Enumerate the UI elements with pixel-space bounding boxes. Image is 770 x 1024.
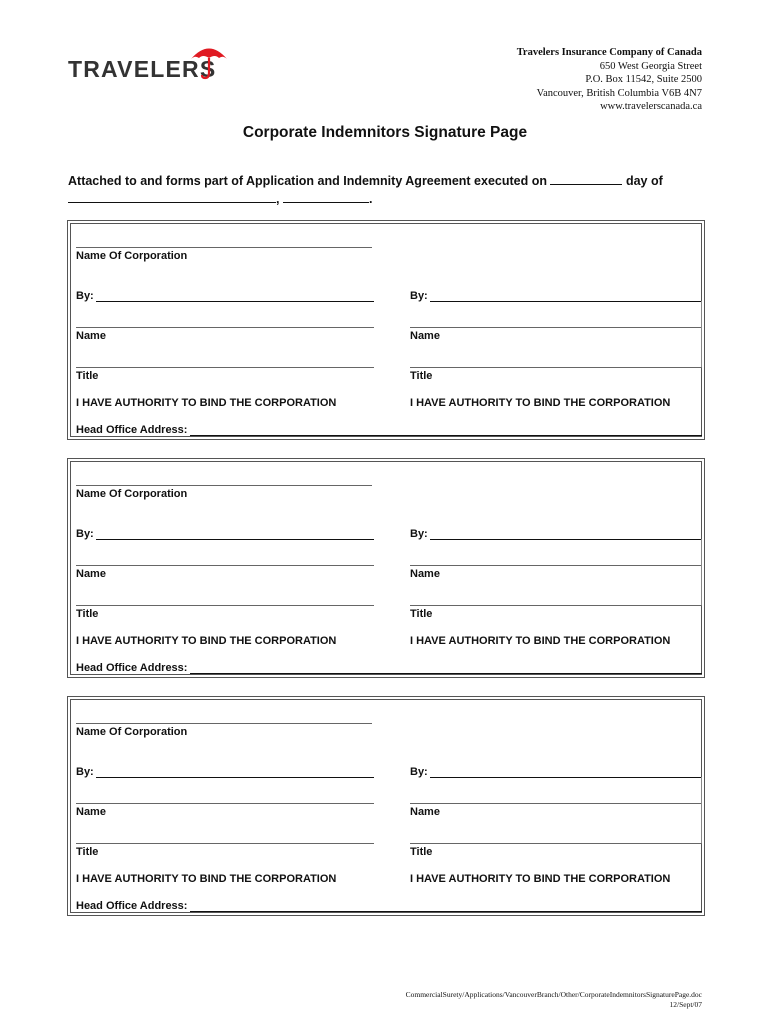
name-line-right[interactable]: [410, 327, 702, 328]
attached-text: Attached to and forms part of Application and Indemnity Agreement executed on: [68, 174, 547, 188]
name-line-left[interactable]: [76, 803, 374, 804]
attached-statement-line2: , .: [68, 190, 372, 206]
title-line-left[interactable]: [76, 605, 374, 606]
by-signature-line-right[interactable]: [430, 777, 702, 778]
company-website: www.travelerscanada.ca: [600, 101, 702, 112]
title-label-left: Title: [76, 370, 99, 382]
name-label-left: Name: [76, 568, 106, 580]
attached-statement: [68, 172, 663, 188]
company-street: 650 West Georgia Street: [599, 60, 702, 72]
name-of-corporation-label: Name Of Corporation: [76, 726, 188, 738]
right-margin-line: [701, 539, 702, 605]
title-label-left: Title: [76, 608, 99, 620]
title-line-right[interactable]: [410, 605, 702, 606]
authority-label-right: I HAVE AUTHORITY TO BIND THE CORPORATION: [410, 873, 671, 885]
year-blank[interactable]: [283, 190, 369, 203]
logo-wordmark: TRAVELERS: [68, 56, 217, 82]
company-address: [517, 46, 702, 114]
by-signature-line-left[interactable]: [96, 539, 374, 540]
head-office-label: Head Office Address:: [76, 424, 188, 436]
by-signature-line-right[interactable]: [430, 301, 702, 302]
title-line-right[interactable]: [410, 843, 702, 844]
name-of-corporation-label: Name Of Corporation: [76, 488, 188, 500]
authority-label-left: I HAVE AUTHORITY TO BIND THE CORPORATION: [76, 873, 337, 885]
document-footer: [406, 990, 702, 1010]
month-blank[interactable]: [68, 190, 276, 203]
day-blank[interactable]: [550, 172, 622, 185]
by-signature-line-left[interactable]: [96, 777, 374, 778]
footer-date: 12/Sept/07: [669, 1000, 702, 1009]
day-of-text: day of: [625, 174, 663, 188]
right-margin-line: [701, 777, 702, 843]
head-office-line[interactable]: [190, 435, 702, 436]
signature-block-1: [67, 220, 705, 440]
title-label-right: Title: [410, 846, 433, 858]
company-name: Travelers Insurance Company of Canada: [516, 47, 702, 58]
title-line-left[interactable]: [76, 367, 374, 368]
umbrella-icon: [188, 42, 230, 80]
authority-label-right: I HAVE AUTHORITY TO BIND THE CORPORATION: [410, 397, 671, 409]
head-office-line[interactable]: [190, 673, 702, 674]
name-line-right[interactable]: [410, 803, 702, 804]
file-path: CommercialSurety/Applications/VancouverBranch/Other/CorporateIndemnitorsSignaturePage.doc: [405, 990, 702, 999]
title-line-left[interactable]: [76, 843, 374, 844]
by-label-left: By:: [76, 528, 94, 540]
name-line-left[interactable]: [76, 565, 374, 566]
head-office-line[interactable]: [190, 911, 702, 912]
corporation-name-line[interactable]: [76, 485, 372, 486]
company-po-box: P.O. Box 11542, Suite 2500: [585, 74, 702, 85]
travelers-logo: [68, 42, 238, 84]
title-line-right[interactable]: [410, 367, 702, 368]
corporation-name-line[interactable]: [76, 247, 372, 248]
right-margin-line: [701, 301, 702, 367]
signature-block-2: [67, 458, 705, 678]
name-label-left: Name: [76, 330, 106, 342]
authority-label-right: I HAVE AUTHORITY TO BIND THE CORPORATION: [410, 635, 671, 647]
name-label-left: Name: [76, 806, 106, 818]
by-label-left: By:: [76, 290, 94, 302]
title-label-right: Title: [410, 608, 433, 620]
by-signature-line-right[interactable]: [430, 539, 702, 540]
head-office-label: Head Office Address:: [76, 900, 188, 912]
page-title: Corporate Indemnitors Signature Page: [242, 124, 528, 141]
by-label-right: By:: [410, 290, 428, 302]
authority-label-left: I HAVE AUTHORITY TO BIND THE CORPORATION: [76, 635, 337, 647]
name-label-right: Name: [410, 568, 440, 580]
signature-block-3: [67, 696, 705, 916]
company-city: Vancouver, British Columbia V6B 4N7: [536, 87, 702, 99]
by-label-right: By:: [410, 766, 428, 778]
by-label-left: By:: [76, 766, 94, 778]
corporation-name-line[interactable]: [76, 723, 372, 724]
by-signature-line-left[interactable]: [96, 301, 374, 302]
head-office-label: Head Office Address:: [76, 662, 188, 674]
name-line-right[interactable]: [410, 565, 702, 566]
title-label-left: Title: [76, 846, 99, 858]
authority-label-left: I HAVE AUTHORITY TO BIND THE CORPORATION: [76, 397, 337, 409]
name-label-right: Name: [410, 806, 440, 818]
name-label-right: Name: [410, 330, 440, 342]
title-label-right: Title: [410, 370, 433, 382]
by-label-right: By:: [410, 528, 428, 540]
name-line-left[interactable]: [76, 327, 374, 328]
name-of-corporation-label: Name Of Corporation: [76, 250, 188, 262]
